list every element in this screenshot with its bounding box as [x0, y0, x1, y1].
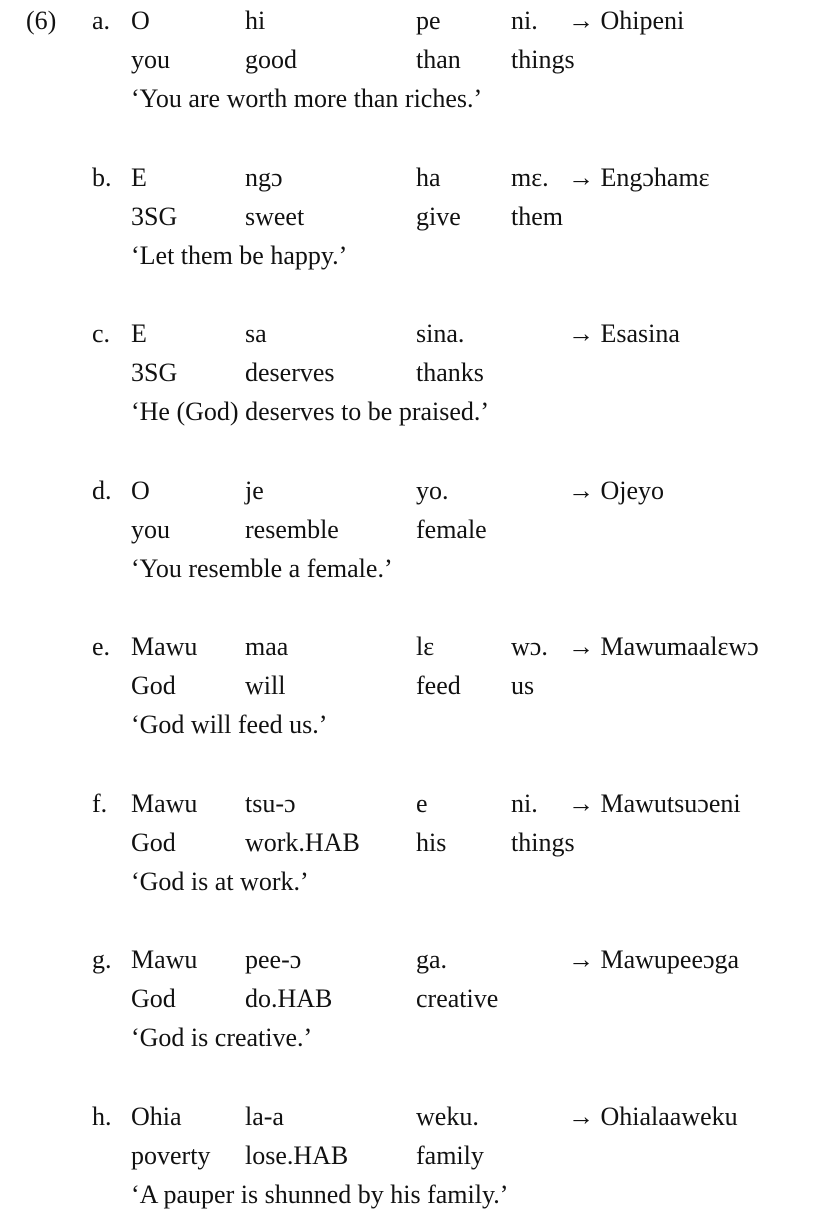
gloss-word: deserves: [245, 358, 335, 387]
source-word: ngɔ: [245, 162, 283, 192]
source-word: e: [416, 788, 428, 818]
example-letter: f.: [92, 788, 108, 818]
translation: ‘Let them be happy.’: [131, 240, 348, 270]
source-word: O: [131, 475, 150, 505]
example-number: (6): [26, 6, 57, 35]
source-word: O: [131, 6, 150, 35]
gloss-word: thanks: [416, 358, 484, 387]
gloss-word: feed: [416, 671, 461, 700]
source-word: je: [245, 475, 264, 505]
gloss-word: 3SG: [131, 358, 178, 387]
gloss-word: his: [416, 827, 447, 857]
example-letter: h.: [92, 1101, 112, 1131]
source-word: ni.: [511, 788, 538, 818]
source-word: sina.: [416, 319, 465, 348]
example-letter: c.: [92, 319, 111, 348]
source-word: hi: [245, 6, 266, 35]
source-word: ga.: [416, 945, 448, 974]
example-letter: g.: [92, 945, 112, 974]
gloss-word: do.HAB: [245, 984, 333, 1013]
source-word: Ohia: [131, 1101, 182, 1131]
source-word: ha: [416, 162, 441, 192]
gloss-word: will: [245, 671, 286, 700]
source-word: E: [131, 162, 147, 192]
gloss-word: things: [511, 45, 575, 74]
derived-name: → Mawutsuɔeni: [568, 788, 741, 818]
source-word: Mawu: [131, 632, 198, 661]
source-word: pee-ɔ: [245, 945, 302, 974]
gloss-word: female: [416, 514, 487, 544]
source-word: wɔ.: [511, 632, 548, 661]
derived-name: → Mawupeeɔga: [568, 945, 740, 974]
derived-name: → Mawumaalɛwɔ: [568, 632, 759, 661]
derived-name: → Engɔhamɛ: [568, 162, 710, 192]
gloss-word: work.HAB: [245, 827, 360, 857]
derived-name: → Ohipeni: [568, 6, 685, 35]
example-item: [0, 0, 827, 120]
gloss-word: resemble: [245, 514, 339, 544]
source-word: Mawu: [131, 945, 198, 974]
gloss-word: us: [511, 671, 535, 700]
gloss-word: than: [416, 45, 461, 74]
gloss-word: good: [245, 45, 297, 74]
source-word: la-a: [245, 1101, 284, 1131]
example-item: [0, 1096, 827, 1216]
translation: ‘God is creative.’: [131, 1023, 313, 1052]
gloss-word: 3SG: [131, 201, 178, 231]
source-word: ni.: [511, 6, 538, 35]
translation: ‘A pauper is shunned by his family.’: [131, 1179, 509, 1209]
source-word: maa: [245, 632, 289, 661]
translation: ‘God will feed us.’: [131, 710, 328, 739]
source-word: mɛ.: [511, 162, 549, 192]
example-letter: b.: [92, 162, 112, 192]
example-item: [0, 626, 827, 746]
example-item: [0, 313, 827, 433]
source-word: yo.: [416, 475, 449, 505]
source-word: lɛ: [416, 632, 435, 661]
derived-name: → Esasina: [568, 319, 680, 348]
gloss-word: sweet: [245, 201, 305, 231]
gloss-word: them: [511, 201, 563, 231]
translation: ‘You resemble a female.’: [131, 553, 393, 583]
gloss-word: God: [131, 671, 176, 700]
gloss-word: poverty: [131, 1140, 211, 1170]
example-letter: a.: [92, 6, 111, 35]
gloss-word: you: [131, 514, 170, 544]
gloss-word: things: [511, 827, 575, 857]
source-word: sa: [245, 319, 267, 348]
gloss-word: you: [131, 45, 170, 74]
gloss-word: give: [416, 201, 461, 231]
source-word: tsu-ɔ: [245, 788, 296, 818]
translation: ‘You are worth more than riches.’: [131, 84, 483, 113]
example-item: [0, 783, 827, 903]
gloss-word: God: [131, 827, 176, 857]
source-word: pe: [416, 6, 441, 35]
source-word: E: [131, 319, 147, 348]
gloss-word: creative: [416, 984, 499, 1013]
example-item: [0, 157, 827, 277]
example-item: [0, 470, 827, 590]
derived-name: → Ohialaaweku: [568, 1101, 738, 1131]
source-word: weku.: [416, 1101, 479, 1131]
gloss-word: lose.HAB: [245, 1140, 349, 1170]
example-letter: e.: [92, 632, 111, 661]
gloss-word: God: [131, 984, 176, 1013]
example-item: [0, 939, 827, 1059]
gloss-word: family: [416, 1140, 484, 1170]
source-word: Mawu: [131, 788, 198, 818]
translation: ‘He (God) deserves to be praised.’: [131, 397, 490, 426]
translation: ‘God is at work.’: [131, 866, 309, 896]
example-letter: d.: [92, 475, 112, 505]
derived-name: → Ojeyo: [568, 475, 665, 505]
